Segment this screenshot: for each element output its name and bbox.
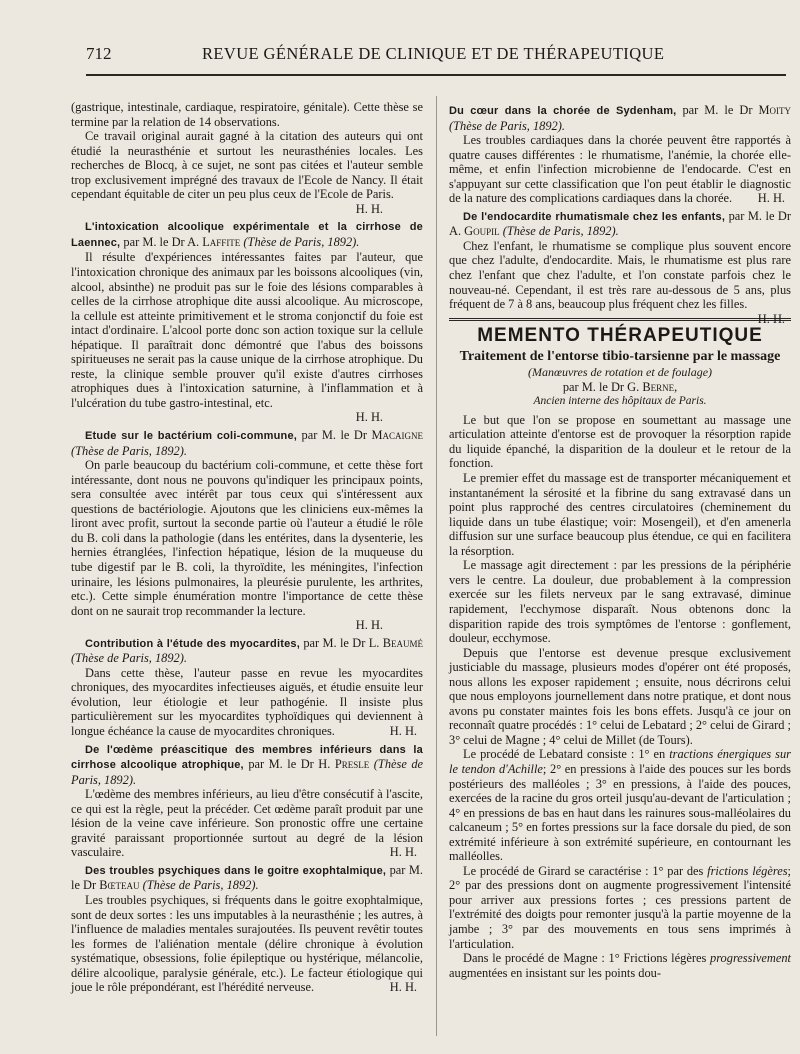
paragraph: [71, 666, 423, 739]
article-author: Berne,: [642, 379, 678, 394]
paragraph-text: Les troubles cardiaques dans la chorée peuvent être rapportés à quatre causes différentes : le rhumatisme, l'anémie, la chorée elle-même, et enfin l'infection microbienne de l'endocarde. C'est en s'appuyant sur cette classification que l'on peut établir le diagnostic de la nature des complications cardiaques dans la chorée.: [449, 133, 791, 206]
entry-title: L'intoxication alcoolique expérimentale et la cirrhose de Laennec,: [71, 221, 423, 249]
entry-source: (Thèse de Paris, 1892).: [71, 443, 187, 458]
review-entry-heading: [449, 103, 791, 133]
entry-author: Macaigne: [371, 428, 423, 443]
entry-title: Contribution à l'étude des myocardites,: [85, 637, 300, 650]
entry-author: Bœteau: [99, 878, 140, 893]
paragraph: Le premier effet du massage est de transporter mécaniquement et instantanément la sérosité et la fibrine du sang extravasé dans un point plus rapproché des centres circulatoires (cheminement du liquide dans un tube élastique; voir: Mosengeil), et d'en amenerla diffusion sur une surface beaucoup plus étendue, ce qui en facilitera la résorption.: [449, 471, 791, 558]
paragraph-text: Chez l'enfant, le rhumatisme se complique plus souvent encore que chez l'adulte, d'endocardite. Mais, le rhumatisme est plus rare chez l'enfant que chez l'adulte, et l'on constate parfois chez le nouveau-né. Cependant, il est très rare au-dessous de 5 ans, plus fréquent de 7 à 8 ans, beaucoup plus fréquent chez les filles.: [449, 238, 791, 312]
entry-by: par M. le Dr A.: [123, 234, 200, 249]
entry-title: Des troubles psychiques dans le goitre exophtalmique,: [85, 864, 387, 877]
signature: H. H.: [757, 311, 785, 326]
entry-author: Beaumé: [382, 635, 423, 650]
entry-source: (Thèse de Paris, 1892).: [71, 651, 187, 666]
review-entry-heading: [71, 742, 423, 788]
paragraph: Le massage agit directement : par les pressions de la périphérie vers le centre. La douleur, due probablement à la compression exercée sur les filets nerveux par le sang extravasé, diminue rapidement, l'ecchymose disparaît. Nous obtenons donc la disparition rapide des trois symptômes de l'entorse : gonflement, douleur, ecchymose.: [449, 558, 791, 646]
paragraph-text: augmentées en insistant sur les points dou-: [449, 965, 661, 980]
section-rule: [449, 318, 791, 321]
signature: H. H.: [389, 723, 417, 738]
paragraph: Depuis que l'entorse est devenue presque exclusivement justiciable du massage, plusieurs modes d'opérer ont été proposés, nous allons les exposer rapidement ; ensuite, nous décrirons celui que nous employons journellement dans notre pratique, et dont nous avons pu constater maintes fois les bons effets. Jusqu'à ce jour on reconnaît quatre procédés : 1° celui de Lebatard ; 2° celui de Girard ; 3° celui de Magne ; 4° celui de Millet (de Tours).: [449, 645, 791, 747]
section-title: MEMENTO THÉRAPEUTIQUE: [477, 324, 763, 346]
paragraph: [449, 133, 791, 206]
paragraph: Le but que l'on se propose en soumettant au massage une articulation atteinte d'entorse est de provoquer la résorption rapide du liquide épanché, la disparition de la douleur et le retour de la fonction.: [449, 412, 791, 471]
article-title: Traitement de l'entorse tibio-tarsienne par le massage: [459, 349, 781, 365]
column-divider: [436, 96, 437, 1036]
review-entry-heading: [71, 636, 423, 666]
signature: H. H.: [355, 410, 383, 425]
article-byline: [449, 380, 791, 395]
paragraph: [71, 893, 423, 995]
review-entry-heading: [71, 863, 423, 893]
entry-by: par M. le Dr H.: [248, 757, 331, 772]
signature: H. H.: [757, 191, 785, 206]
entry-author: Moity: [758, 103, 791, 117]
review-entry-heading: [449, 209, 791, 239]
header-rule: [86, 74, 786, 76]
entry-title: De l'endocardite rhumatismale chez les enfants,: [463, 210, 726, 223]
signature: H. H.: [355, 201, 383, 216]
paragraph: Il résulte d'expériences intéressantes faites par l'auteur, que l'intoxication chronique des animaux par les boissons alcooliques (vin, alcool, absinthe) ne produit pas sur le foie des lésions comparables à celles de la cirrhose atrophique dite aussi alcoolique. Au microscope, la cellule est atteinte primitivement et le stroma conjonctif du foie est intact d'ordinaire. L'alcool porte donc son action toxique sur la cellule hépatique. Il paraîtrait donc démontré que l'abus des boissons spiritueuses ne serait pas la cause unique de la cirrhose atrophique. Du reste, la clinique semble prouver qu'il existe d'autres cirrhoses atrophiques dues à l'intoxication saturnine, à l'inflammation et à l'ulcération du tube gastro-intestinal, etc.: [71, 250, 423, 410]
paragraph: [449, 747, 791, 863]
left-column: [71, 100, 423, 995]
review-entry-heading: [71, 428, 423, 458]
running-title: REVUE GÉNÉRALE DE CLINIQUE ET DE THÉRAPEUTIQUE: [202, 44, 665, 63]
emphasis: frictions légères: [707, 863, 788, 878]
paragraph: On parle beaucoup du bactérium coli-commune, et cette thèse fort intéressante, dont nous ne pouvons qu'indiquer les principaux points, sera consultée avec intérêt par tous ceux qui s'intéressent aux questions de bactériologie. Ajoutons que les cliniciens eux-mêmes la liront avec profit, surtout la seconde partie où l'auteur a étudié le rôle du B. coli dans la pathologie (dans les entérites, dans la dysenterie, les hernies étranglées, l'infection hépatique, lésion de la muqueuse du tube digestif par le B. coli, la thyroïdite, les méningites, l'infection urinaire, les lésions pulmonaires, la pleurésie purulente, les arthrites, etc.). Cette simple énumération montre l'importance de cette thèse dont on ne saurait trop recommander la lecture.: [71, 458, 423, 618]
entry-title: Etude sur le bactérium coli-commune,: [85, 430, 298, 443]
paragraph-text: ; 2° en pressions à l'aide des pouces sur les bords postérieurs des malléoles ; 3° en pressions, à l'aide des pouces, exercées de la racine du gros orteil jusqu'au-devant de l'articulation ; 4° en pressions de bas en haut dans les rainures sous-malléolaires du calcaneum ; 5° en fortes pressions sur la face dorsale du pied, de son extrémité inférieure à son extrémité supérieure, en contournant les malléolles.: [449, 761, 792, 864]
emphasis: tractions énergiques sur le tendon d'Achille: [449, 747, 792, 776]
paragraph-text: ; 2° par des pressions dont on augmente progressivement l'intensité pour arriver aux pressions fortes ; ces pressions partent de l'extrémité des doigts pour remonter jusqu'à la partie moyenne de la jambe ; 3° par des mouvements en tous sens imprimés à l'articulation.: [449, 863, 791, 951]
page-number: 712: [86, 44, 112, 63]
paragraph-text: Le procédé de Lebatard consiste : 1° en: [463, 747, 666, 762]
entry-source: (Thèse de Paris, 1892).: [449, 118, 565, 133]
entry-by: par M. le Dr A.: [449, 208, 791, 239]
signature: H. H.: [389, 845, 417, 860]
paragraph-text: L'œdème des membres inférieurs, au lieu d'être consécutif à l'ascite, ce qui est la règle, peut la précéder. Cet œdème paraît produit par une lésion de la veine cave inférieure. Son pronostic offre une certaine gravité paraissant proportionnée surtout au degré de la lésion vasculaire.: [71, 787, 423, 860]
article-subtitle: (Manœuvres de rotation et de foulage): [527, 365, 713, 380]
entry-title: De l'œdème préascitique des membres inférieurs dans la cirrhose alcoolique atrophique,: [71, 743, 423, 772]
emphasis: progressivement: [710, 951, 791, 966]
paragraph: [449, 864, 791, 951]
entry-source: (Thèse de Paris, 1892).: [243, 234, 360, 249]
entry-source: (Thèse de Paris, 1892).: [142, 878, 259, 893]
entry-by: par M. le Dr: [682, 103, 753, 117]
entry-author: Goupil: [464, 224, 500, 239]
paragraph-text: Dans le procédé de Magne : 1° Frictions légères: [463, 951, 707, 966]
entry-author: Laffite: [202, 234, 241, 249]
right-column: [449, 100, 791, 980]
entry-title: Du cœur dans la chorée de Sydenham,: [449, 105, 677, 117]
signature: H. H.: [355, 618, 383, 633]
entry-source: (Thèse de Paris, 1892).: [502, 224, 619, 239]
paragraph: [71, 787, 423, 860]
review-entry-heading: [71, 219, 423, 250]
signature: H. H.: [389, 980, 417, 995]
paragraph: [449, 238, 791, 326]
paragraph-text: Dans cette thèse, l'auteur passe en revue les myocardites chroniques, des myocardites infectieuses aiguës, et étudie ensuite leur évolution, leur étiologie et leur pathogénie. Il insiste plus particulièrement sur les myocardites typhoïdiques qui deviennent à longue échéance la cause de myocardites chroniques.: [71, 665, 423, 738]
entry-by: par M. le Dr: [301, 428, 367, 443]
entry-by: par M. le Dr: [71, 862, 423, 893]
paragraph: [449, 951, 791, 980]
article-by: par M. le Dr G.: [562, 379, 640, 394]
paragraph: Ce travail original aurait gagné à la citation des auteurs qui ont étudié la neurasthénie et surtout les neurasthénies locales. Les recherches de Blocq, à ce sujet, ne sont pas citées et l'auteur semble trop exclusivement imprégné des travaux de l'Ecole de Nancy. Il était cependant équitable de citer un peu plus ceux de l'Ecole de Paris.: [71, 129, 423, 202]
paragraph-text: Les troubles psychiques, si fréquents dans le goitre exophtalmique, sont de deux sortes : les uns imputables à la neurasthénie ; les autres, à l'influence de maladies mentales surajoutées. Ils peuvent revêtir toutes les formes de l'aliénation mentale (délire chronique à évolution systématique, obsessions, folie épileptique ou hystérique, mélancolie, délire alcoolique, paralysie générale, etc.). Le facteur étiologique qui joue le rôle prépondérant, est l'hérédité nerveuse.: [71, 892, 423, 995]
page-header: [86, 44, 786, 70]
entry-by: par M. le Dr L.: [303, 635, 380, 650]
paragraph: (gastrique, intestinale, cardiaque, respiratoire, génitale). Cette thèse se termine par la relation de 14 observations.: [71, 100, 423, 129]
entry-author: Presle: [334, 757, 370, 772]
paragraph-text: Le procédé de Girard se caractérise : 1° par des: [463, 863, 704, 878]
article-affiliation: Ancien interne des hôpitaux de Paris.: [533, 395, 707, 408]
entry-source: (Thèse de Paris, 1892).: [71, 757, 424, 787]
